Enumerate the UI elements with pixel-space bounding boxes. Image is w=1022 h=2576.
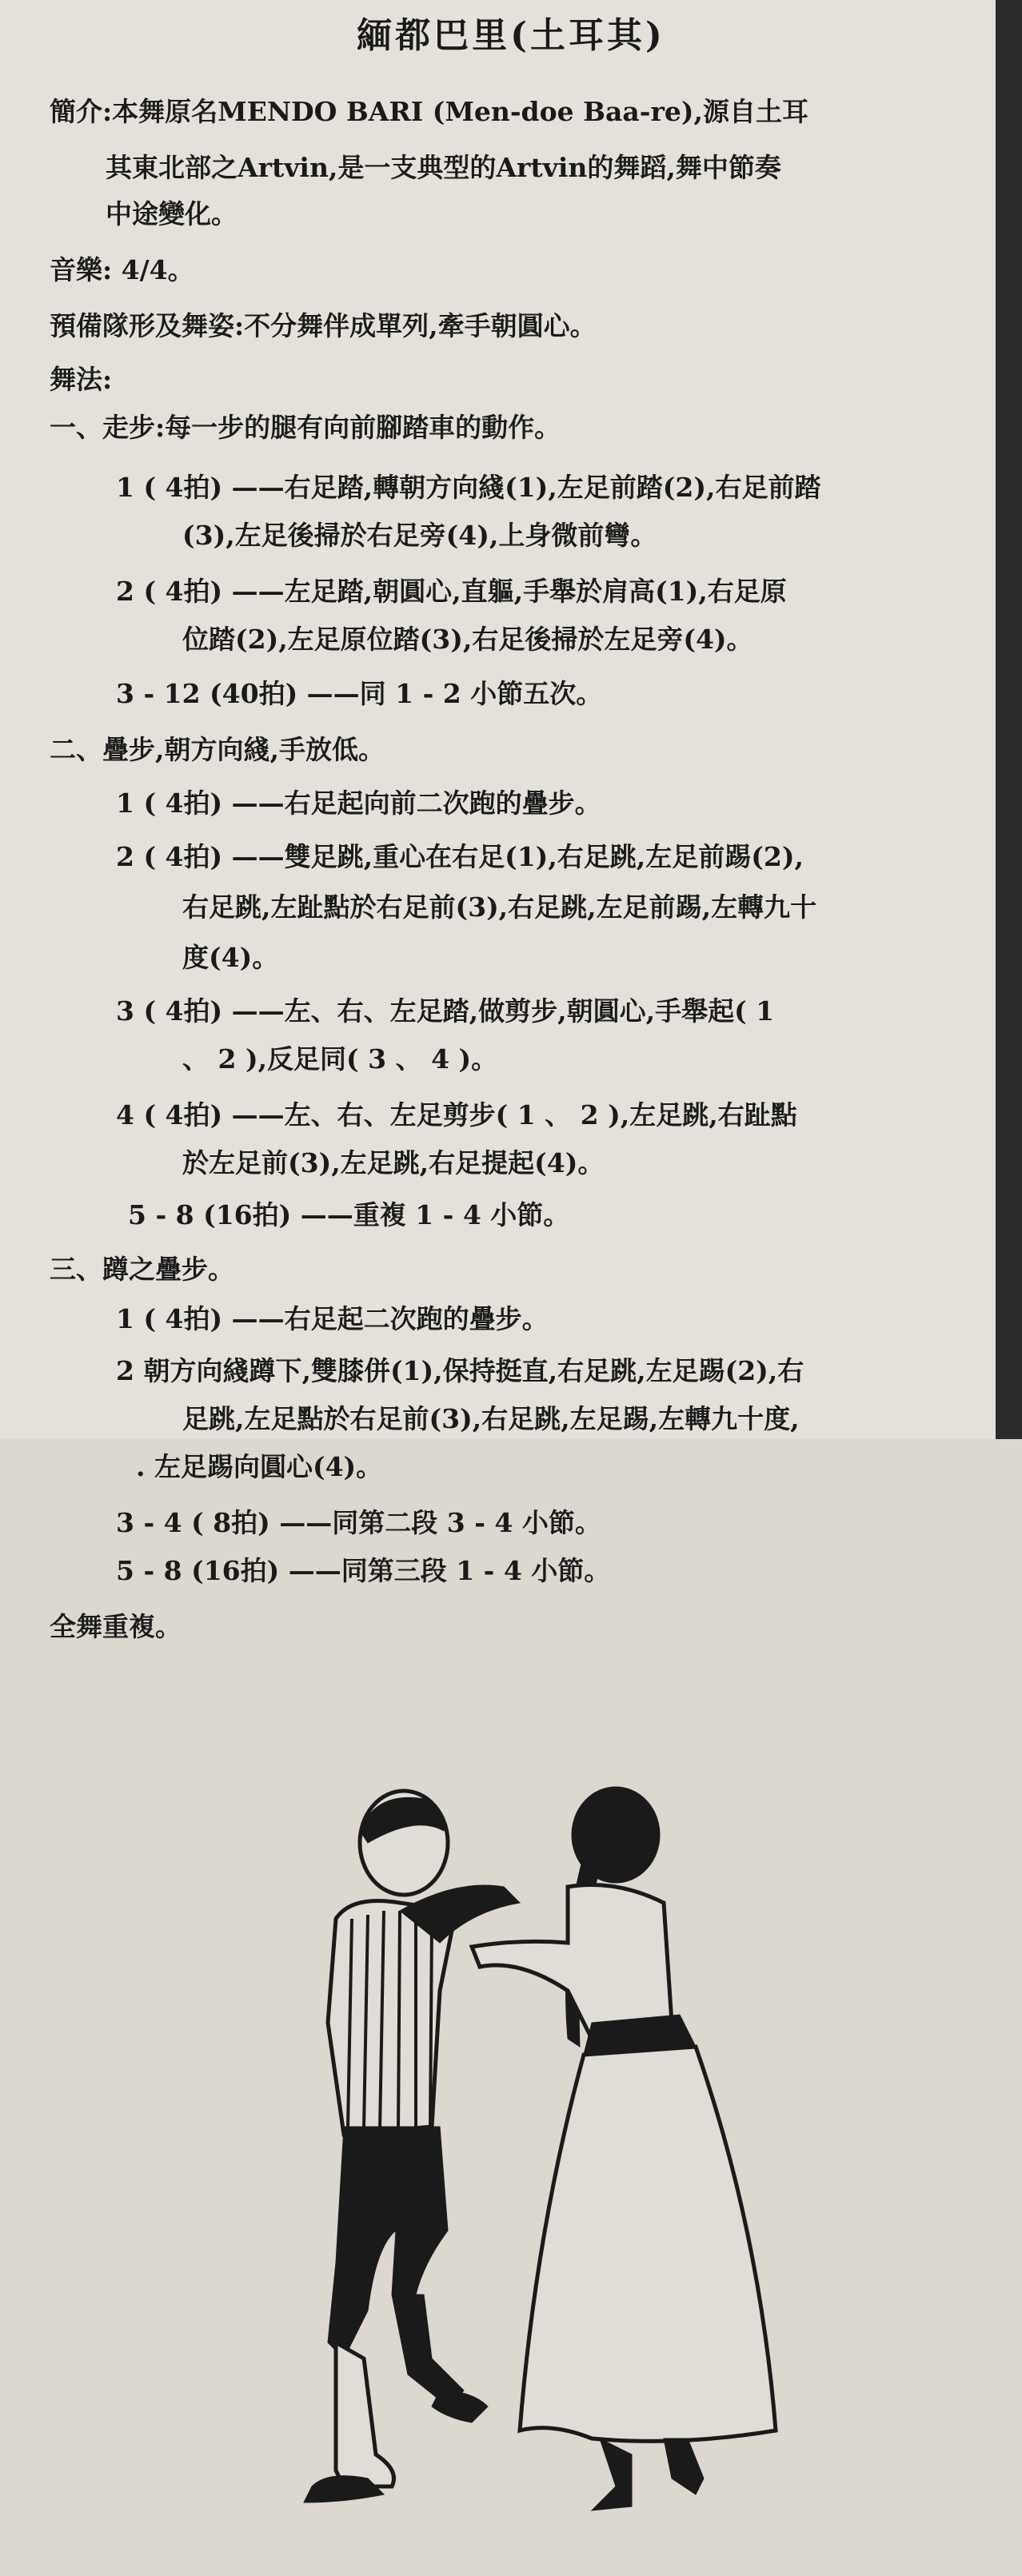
page-title: 緬都巴里(土耳其) [357, 15, 665, 56]
male-dancer-figure [304, 1791, 520, 2502]
section-heading: 一、走步:每一步的腿有向前腳踏車的動作。 [50, 412, 561, 443]
formation-line: 預備隊形及舞姿:不分舞伴成單列,牽手朝圓心。 [50, 310, 597, 341]
ending-line: 全舞重複。 [50, 1611, 182, 1642]
step-line: 1 ( 4拍) ——右足踏,轉朝方向綫(1),左足前踏(2),右足前踏 [116, 472, 821, 503]
step-line: 3 - 12 (40拍) ——同 1 - 2 小節五次。 [116, 678, 603, 709]
page-edge-shadow [996, 0, 1022, 1439]
step-line: 2 朝方向綫蹲下,雙膝併(1),保持挺直,右足跳,左足踢(2),右 [116, 1355, 804, 1386]
intro-line: 其東北部之Artvin,是一支典型的Artvin的舞蹈,舞中節奏 [106, 152, 781, 183]
method-label: 舞法: [50, 364, 113, 395]
intro-line: 簡介:本舞原名MENDO BARI (Men-doe Baa-re),源自土耳 [50, 96, 808, 127]
step-line: 4 ( 4拍) ——左、右、左足剪步( 1 、 2 ),左足跳,右趾點 [116, 1099, 797, 1130]
step-line: 、 2 ),反足同( 3 、 4 )。 [182, 1043, 498, 1075]
step-line: 5 - 8 (16拍) ——同第三段 1 - 4 小節。 [116, 1555, 611, 1586]
section-heading: 三、蹲之疊步。 [50, 1254, 234, 1285]
step-line: . 左足踢向圓心(4)。 [136, 1451, 383, 1482]
section-heading: 二、疊步,朝方向綫,手放低。 [50, 734, 385, 765]
dancing-couple-illustration [216, 1783, 808, 2550]
music-line: 音樂: 4/4。 [50, 254, 194, 285]
step-line: 5 - 8 (16拍) ——重複 1 - 4 小節。 [128, 1199, 570, 1230]
step-line: 2 ( 4拍) ——雙足跳,重心在右足(1),右足跳,左足前踢(2), [116, 841, 804, 872]
step-line: 右足跳,左趾點於右足前(3),右足跳,左足前踢,左轉九十 [182, 891, 817, 923]
intro-line: 中途變化。 [106, 198, 238, 229]
step-line: 位踏(2),左足原位踏(3),右足後掃於左足旁(4)。 [182, 624, 753, 655]
step-line: 足跳,左足點於右足前(3),右足跳,左足踢,左轉九十度, [182, 1403, 800, 1434]
step-line: 於左足前(3),左足跳,右足提起(4)。 [182, 1147, 605, 1178]
step-line: 3 ( 4拍) ——左、右、左足踏,做剪步,朝圓心,手舉起( 1 [116, 995, 775, 1027]
step-line: 度(4)。 [182, 942, 279, 973]
female-dancer-figure [472, 1787, 776, 2510]
step-line: 1 ( 4拍) ——右足起二次跑的疊步。 [116, 1303, 549, 1334]
step-line: 3 - 4 ( 8拍) ——同第二段 3 - 4 小節。 [116, 1507, 601, 1538]
step-line: 1 ( 4拍) ——右足起向前二次跑的疊步。 [116, 788, 601, 819]
step-line: (3),左足後掃於右足旁(4),上身微前彎。 [182, 520, 657, 551]
step-line: 2 ( 4拍) ——左足踏,朝圓心,直軀,手舉於肩高(1),右足原 [116, 576, 787, 607]
